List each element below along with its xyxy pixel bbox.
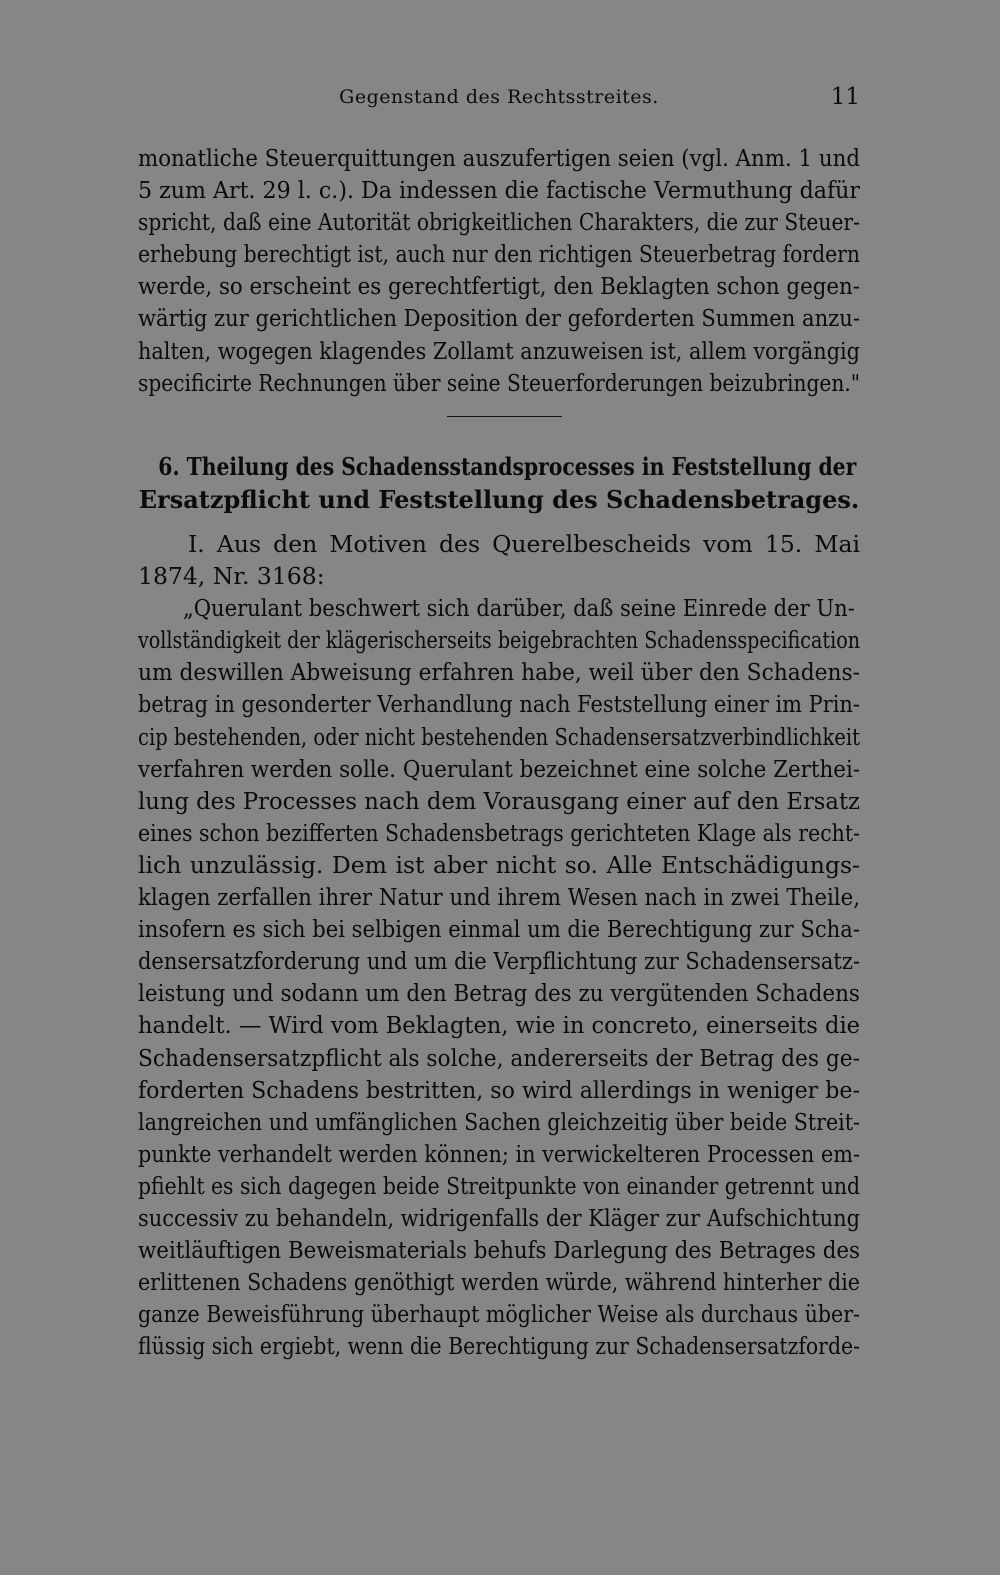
text-line: monatliche Steuerquittungen auszufertigen seien (vgl. Anm. 1 und [138, 144, 860, 172]
paragraph-continued-quote [138, 142, 860, 399]
text-line: ganze Beweisführung überhaupt möglicher Weise als durchaus über- [138, 1300, 861, 1329]
running-header [138, 86, 860, 116]
text-line: flüssig sich ergiebt, wenn die Berechtigung zur Schadensersatzforde- [138, 1332, 860, 1361]
text-line: lich unzulässig. Dem ist aber nicht so. Alle Entschädigungs- [138, 850, 860, 879]
text-line: eines schon bezifferten Schadensbetrags gerichteten Klage als recht- [138, 818, 860, 847]
text-line: wärtig zur gerichtlichen Deposition der geforderten Summen anzu- [138, 304, 860, 333]
text-line: um deswillen Abweisung erfahren habe, weil über den Schadens- [138, 658, 860, 687]
text-line: halten, wogegen klagendes Zollamt anzuweisen ist, allem vorgängig [138, 336, 860, 365]
text-line: 1874, Nr. 3168: [138, 562, 325, 591]
text-line: I. Aus den Motiven des Querelbescheids vom 15. Mai [188, 530, 860, 558]
heading-line: 6. Theilung des Schadensstandsprocesses in Feststellung der [158, 452, 857, 481]
heading-line: Ersatzpflicht und Feststellung des Schadensbetrages. [138, 485, 860, 514]
text-line: werde, so erscheint es gerechtfertigt, den Beklagten schon gegen- [138, 272, 860, 301]
text-line: spricht, daß eine Autorität obrigkeitlichen Charakters, die zur Steuer- [138, 208, 860, 237]
text-line: insofern es sich bei selbigen einmal um die Berechtigung zur Scha- [138, 915, 860, 944]
text-line: punkte verhandelt werden können; in verwickelteren Processen em- [138, 1139, 861, 1168]
text-line: weitläuftigen Beweismaterials behufs Darlegung des Betrages des [138, 1236, 861, 1265]
text-line: Schadensersatzpflicht als solche, andererseits der Betrag des ge- [138, 1043, 860, 1072]
text-line: „Querulant beschwert sich darüber, daß seine Einrede der Un- [182, 594, 855, 623]
text-line: lung des Processes nach dem Vorausgang einer auf den Ersatz [138, 786, 860, 815]
text-line: cip bestehenden, oder nicht bestehenden Schadensersatzverbindlichkeit [138, 722, 861, 751]
text-line: 5 zum Art. 29 l. c.). Da indessen die factische Vermuthung dafür [138, 176, 860, 205]
text-line: successiv zu behandeln, widrigenfalls der Kläger zur Aufschichtung [138, 1203, 860, 1232]
section-divider [447, 416, 562, 417]
text-line: betrag in gesonderter Verhandlung nach Feststellung einer im Prin- [138, 690, 860, 719]
section-heading [138, 450, 860, 516]
text-line: vollständigkeit der klägerischerseits beigebrachten Schadensspecification [138, 626, 861, 655]
text-line: verfahren werden solle. Querulant bezeichnet eine solche Zerthei- [138, 754, 861, 783]
running-title: Gegenstand des Rechtsstreites. [339, 86, 659, 108]
text-line: handelt. — Wird vom Beklagten, wie in concreto, einerseits die [138, 1011, 861, 1040]
text-line: specificirte Rechnungen über seine Steuerforderungen beizubringen." [138, 368, 861, 397]
text-line: erlittenen Schadens genöthigt werden würde, während hinterher die [138, 1268, 860, 1297]
text-line: densersatzforderung und um die Verpflichtung zur Schadensersatz- [138, 947, 860, 976]
text-line: langreichen und umfänglichen Sachen gleichzeitig über beide Streit- [138, 1107, 861, 1136]
text-line: klagen zerfallen ihrer Natur und ihrem Wesen nach in zwei Theile, [138, 883, 861, 912]
paragraph-querelbescheid [138, 528, 860, 1362]
text-line: forderten Schadens bestritten, so wird allerdings in weniger be- [138, 1075, 860, 1104]
page-number: 11 [830, 84, 860, 110]
text-line: pfiehlt es sich dagegen beide Streitpunkte von einander getrennt und [138, 1171, 861, 1200]
text-line: erhebung berechtigt ist, auch nur den richtigen Steuerbetrag fordern [138, 240, 861, 269]
text-line: leistung und sodann um den Betrag des zu vergütenden Schadens [138, 979, 860, 1008]
